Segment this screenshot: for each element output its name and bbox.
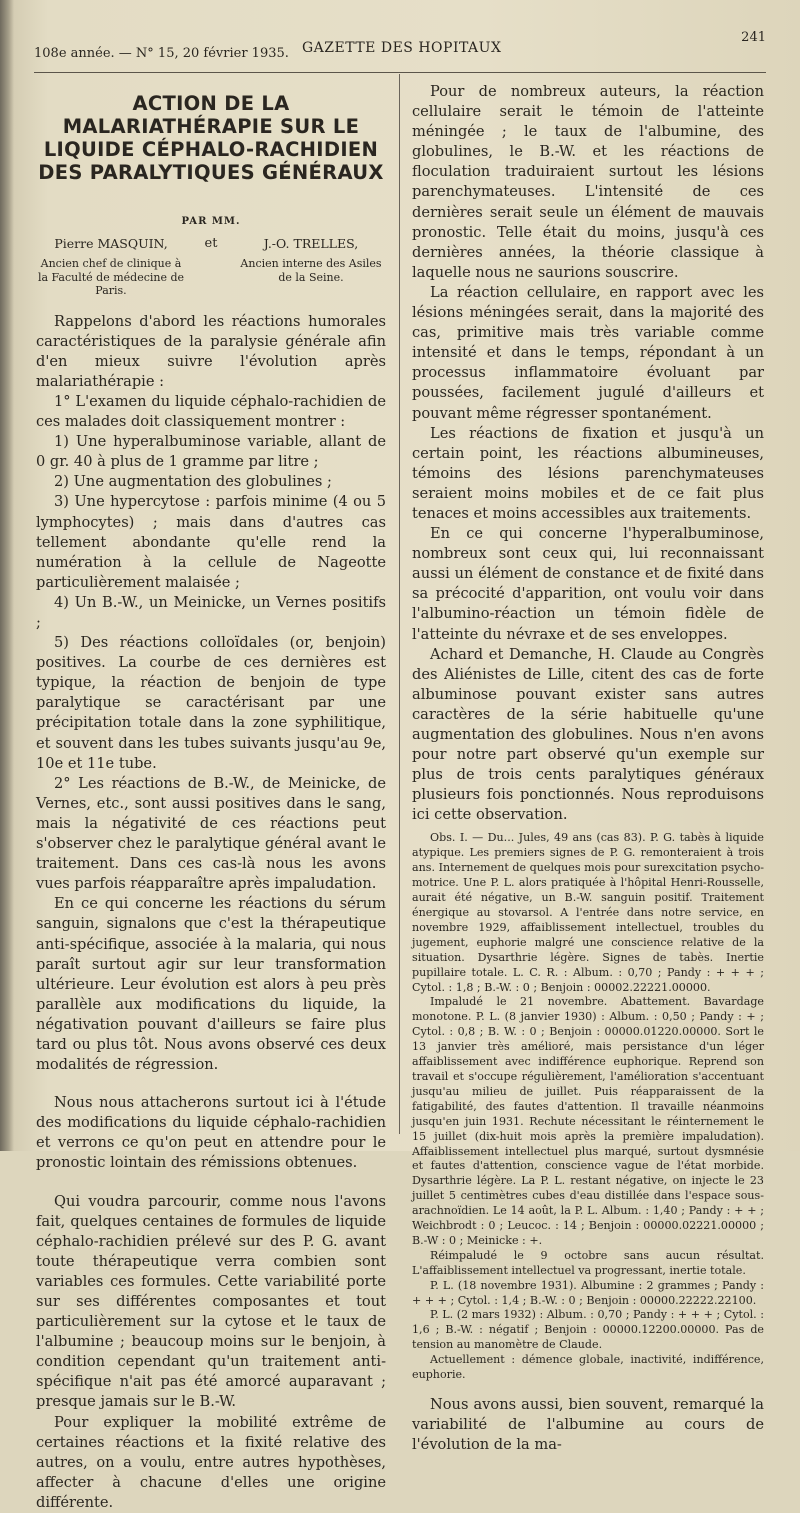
observation-paragraph: Réimpaludé le 9 octobre sans aucun résultat. L'affaiblissement intellectuel va progressant, inertie totale. bbox=[412, 1248, 764, 1277]
paragraph: Nous nous attacherons surtout ici à l'étude des modifications du liquide céphalo-rachidien et verrons ce qu'on peut en attendre pour le pronostic lointain des rémissions obtenues. bbox=[36, 1094, 386, 1172]
paragraph: Les réactions de fixation et jusqu'à un certain point, les réactions albumineuses, témoins des lésions parenchymateuses seraient moins mobiles et de ce fait plus tenaces et moins accessibles aux traitements. bbox=[412, 424, 764, 522]
paragraph: En ce qui concerne les réactions du sérum sanguin, signalons que c'est la thérapeutique anti-spécifique, associée à la malaria, qui nous paraît surtout agir sur leur transformation ultérieure. Leur évolution est alors à peu près parallèle aux modifications du liquide, la négativation pouvant d'ailleurs se faire plus tard ou plus tôt. Nous avons observé ces deux modalités de régression. bbox=[36, 895, 386, 1074]
authors-block bbox=[36, 236, 386, 298]
observation-paragraph: Obs. I. — Du... Jules, 49 ans (cas 83). P. G. tabès à liquide atypique. Les premiers signes de P. G. remonteraient à trois ans. Internement de quelques mois pour surexcitation psycho-motrice. Une P. L. alors pratiquée à l'hôpital Henri-Rousselle, aurait été négative, un B.-W. sanguin positif. Traitement énergique au stovarsol. A l'entrée dans notre service, en novembre 1929, affaiblissement intellectuel, troubles du jugement, euphorie malgré une conscience relative de la situation. Dysarthrie légère. Signes de tabès. Inertie pupillaire totale. L. C. R. : Album. : 0,70 ; Pandy : + + + ; Cytol. : 1,8 ; B.-W. : 0 ; Benjoin : 00002.22221.00000. bbox=[412, 831, 764, 994]
author-2-title: Ancien interne des Asiles de la Seine. bbox=[240, 257, 382, 284]
page-number: 241 bbox=[741, 30, 766, 45]
byline-par: PAR MM. bbox=[181, 216, 241, 227]
paragraph: 2° Les réactions de B.-W., de Meinicke, de Vernes, etc., sont aussi positives dans le sang, mais la négativité de ces réactions peut s'observer chez le paralytique général avant le traitement. Dans ces cas-là nous les avons vues parfois réapparaître après impaludation. bbox=[36, 774, 386, 893]
author-1-title: Ancien chef de clinique à la Faculté de médecine de Paris. bbox=[37, 257, 185, 298]
right-column bbox=[412, 82, 764, 1455]
observation-block bbox=[412, 831, 764, 1383]
observation-paragraph: Actuellement : démence globale, inactivité, indifférence, euphorie. bbox=[412, 1353, 764, 1382]
issue-info: 108e année. — N° 15, 20 février 1935. bbox=[34, 46, 289, 61]
page-header bbox=[34, 30, 766, 60]
header-rule bbox=[34, 72, 766, 73]
author-2-name: J.-O. TRELLES, bbox=[263, 236, 359, 252]
paragraph: En ce qui concerne l'hyperalbuminose, nombreux sont ceux qui, lui reconnaissant aussi un élément de constance et de fixité dans sa précocité d'apparition, ont voulu voir dans l'albumino-réaction un témoin fidèle de l'atteinte du névraxe et de ses enveloppes. bbox=[412, 525, 764, 643]
author-conjunction: et bbox=[204, 236, 218, 252]
left-column bbox=[36, 82, 386, 1513]
list-item: 5) Des réactions colloïdales (or, benjoin) positives. La courbe de ces dernières est typique, la réaction de benjoin de type paralytique se caractérisant par une précipitation totale dans la zone syphilitique, et souvent dans les tubes suivants jusqu'au 9e, 10e et 11e tube. bbox=[36, 634, 386, 772]
article-title: ACTION DE LA MALARIATHÉRAPIE SUR LE LIQUIDE CÉPHALO-RACHIDIEN DES PARALYTIQUES GÉNÉRAUX bbox=[38, 92, 384, 184]
list-item: 4) Un B.-W., un Meinicke, un Vernes positifs ; bbox=[36, 593, 386, 631]
paragraph: La réaction cellulaire, en rapport avec les lésions méningées serait, dans la majorité des cas, primitive mais très variable comme intensité et dans le temps, répondant à un processus inflammatoire évoluant par poussées, facilement jugulé d'ailleurs et pouvant même régresser spontanément. bbox=[412, 283, 764, 422]
paragraph: Qui voudra parcourir, comme nous l'avons fait, quelques centaines de formules de liquide céphalo-rachidien prélevé sur des P. G. avant toute thérapeutique verra combien sont variables ces formules. Cette variabilité porte sur ses différentes composantes et tout particulièrement sur la cytose et le taux de l'albumine ; beaucoup moins sur le benjoin, à condition cependant qu'un traitement anti-spécifique n'ait pas été amorcé auparavant ; presque jamais sur le B.-W. bbox=[36, 1192, 386, 1411]
author-1 bbox=[36, 236, 186, 298]
paragraph: Pour expliquer la mobilité extrême de certaines réactions et la fixité relative des autres, on a voulu, entre autres hypothèses, affecter à chacune d'elles une origine différente. bbox=[36, 1413, 386, 1511]
paragraph: Pour de nombreux auteurs, la réaction cellulaire serait le témoin de l'atteinte méningée ; le taux de l'albumine, des globulines, le B.-W. et les réactions de floculation traduiraient surtout les lésions parenchymateuses. L'intensité de ces dernières serait seule un élément de mauvais pronostic. Telle était du moins, jusqu'à ces dernières années, la théorie classique à laquelle nous ne saurions souscrire. bbox=[412, 83, 764, 281]
author-1-name: Pierre MASQUIN, bbox=[54, 236, 168, 252]
paragraph: 1° L'examen du liquide céphalo-rachidien de ces malades doit classiquement montrer : bbox=[36, 392, 386, 431]
author-2 bbox=[236, 236, 386, 298]
binding-shadow bbox=[0, 0, 14, 1151]
observation-paragraph: Impaludé le 21 novembre. Abattement. Bavardage monotone. P. L. (8 janvier 1930) : Album. : 0,50 ; Pandy : + ; Cytol. : 0,8 ; B. W. : 0 ; Benjoin : 00000.01220.00000. Sort le 13 janvier très amélioré, mais persistance d'un léger affaiblissement avec indifférence euphorique. Reprend son travail et s'occupe régulièrement, l'amélioration s'accentuant jusqu'au milieu de juillet. Puis réapparaissent de la fatigabilité, des fautes d'attention. Il travaille néanmoins jusqu'en juin 1931. Rechute nécessitant le réinternement le 15 juillet (dix-huit mois après la première impaludation). Affaiblissement intellectuel plus marqué, surtout dysmnésie et fautes d'attention, conscience vague de l'état morbide. Dysarthrie légère. La P. L. restant négative, on injecte le 23 juillet 5 centimètres cubes d'eau distillée dans l'espace sous-arachnoïdien. Le 14 août, la P. L. Album. : 1,40 ; Pandy : + + ; Weichbrodt : 0 ; Leucoc. : 14 ; Benjoin : 00000.02221.00000 ; B.-W : 0 ; Meinicke : +. bbox=[412, 995, 764, 1247]
paragraph: Achard et Demanche, H. Claude au Congrès des Aliénistes de Lille, citent des cas de forte albuminose pouvant exister sans autres caractères de la série habituelle qu'une augmentation des globulines. Nous n'en avons pour notre part observé qu'un exemple sur plus de trois cents paralytiques généraux plusieurs fois ponctionnés. Nous reproduisons ici cette observation. bbox=[412, 645, 764, 824]
closing-paragraph: Nous avons aussi, bien souvent, remarqué la variabilité de l'albumine au cours de l'évolution de la ma- bbox=[412, 1396, 764, 1454]
list-item: 2) Une augmentation des globulines ; bbox=[54, 473, 332, 491]
list-item: 3) Une hypercytose : parfois minime (4 ou 5 lymphocytes) ; mais dans d'autres cas tellement abondante qu'elle rend la numération à la cellule de Nageotte particulièrement malaisée ; bbox=[36, 493, 386, 591]
paragraph: Rappelons d'abord les réactions humorales caractéristiques de la paralysie générale afin d'en mieux suivre l'évolution après malariathérapie : bbox=[36, 312, 386, 390]
column-rule bbox=[399, 74, 400, 1134]
journal-name: GAZETTE DES HOPITAUX bbox=[302, 40, 502, 56]
observation-paragraph: P. L. (18 novembre 1931). Albumine : 2 grammes ; Pandy : + + + ; Cytol. : 1,4 ; B.-W. : 0 ; Benjoin : 00000.22222.22100. bbox=[412, 1278, 764, 1307]
observation-paragraph: P. L. (2 mars 1932) : Album. : 0,70 ; Pandy : + + + ; Cytol. : 1,6 ; B.-W. : négatif ; Benjoin : 00000.12200.00000. Pas de tension au manomètre de Claude. bbox=[412, 1308, 764, 1352]
list-item: 1) Une hyperalbuminose variable, allant de 0 gr. 40 à plus de 1 gramme par litre ; bbox=[36, 433, 386, 471]
